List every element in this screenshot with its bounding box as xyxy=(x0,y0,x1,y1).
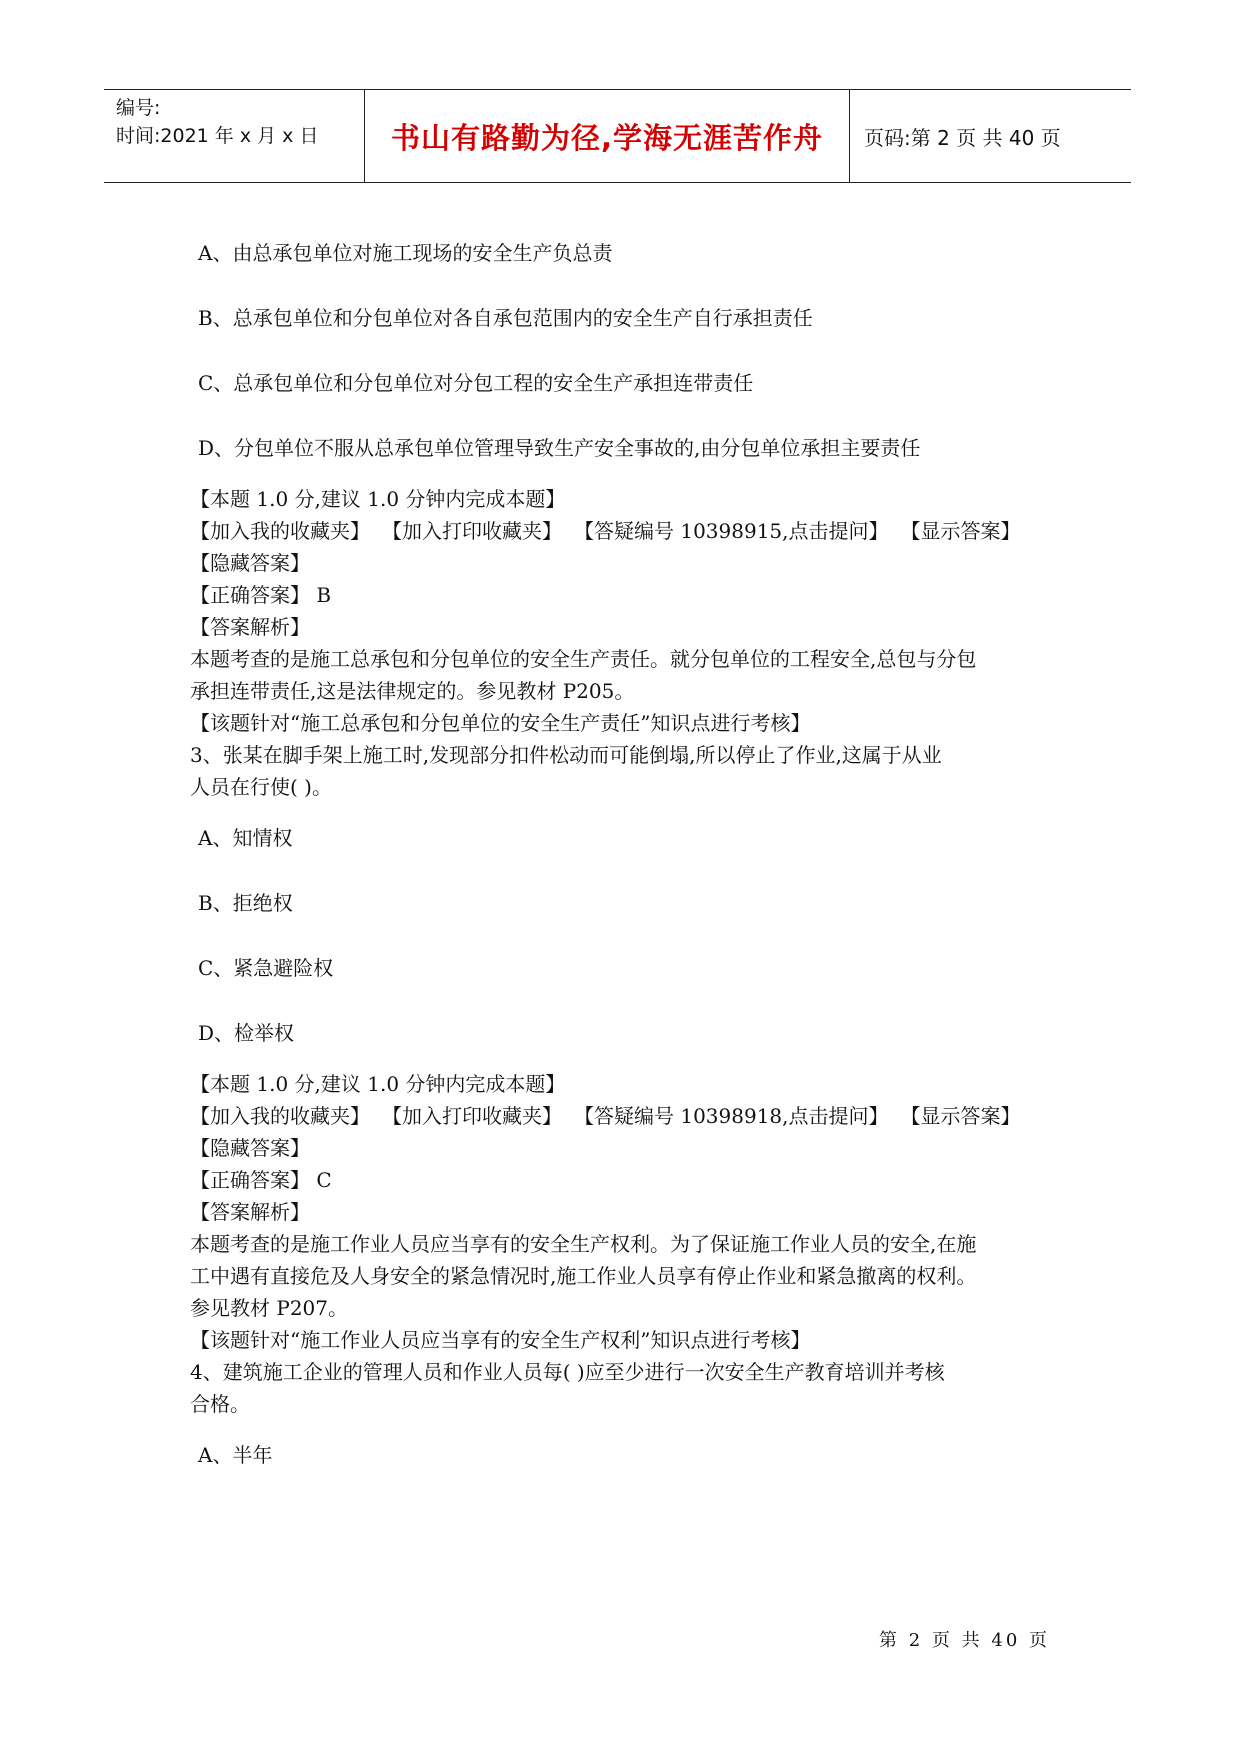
header-motto: 书山有路勤为径,学海无涯苦作舟 xyxy=(365,90,850,182)
question-4 xyxy=(190,1356,1070,1470)
q4-option-a: A、半年 xyxy=(198,1443,273,1467)
header-meta xyxy=(104,90,365,182)
q2-hide-answer-link[interactable]: 【隐藏答案】 xyxy=(190,551,310,575)
q3-option-b: B、拒绝权 xyxy=(198,891,293,915)
q3-add-print-link[interactable]: 【加入打印收藏夹】 xyxy=(382,1104,562,1128)
q3-knowledge-point: 【该题针对“施工作业人员应当享有的安全生产权利”知识点进行考核】 xyxy=(190,1328,811,1352)
question-2-options xyxy=(190,238,1070,463)
q2-option-a: A、由总承包单位对施工现场的安全生产负总责 xyxy=(198,241,613,265)
q2-analysis-title: 【答案解析】 xyxy=(190,615,310,639)
q3-ask-question-link[interactable]: 【答疑编号 10398918,点击提问】 xyxy=(574,1104,889,1128)
page-footer: 第 2 页 共 40 页 xyxy=(879,1630,1050,1651)
q2-actions xyxy=(190,515,1070,547)
q3-hide-answer-link[interactable]: 【隐藏答案】 xyxy=(190,1136,310,1160)
q2-option-c: C、总承包单位和分包单位对分包工程的安全生产承担连带责任 xyxy=(198,371,754,395)
q2-show-answer-link[interactable]: 【显示答案】 xyxy=(900,519,1021,543)
q2-analysis-line-1: 本题考查的是施工总承包和分包单位的安全生产责任。就分包单位的工程安全,总包与分包 xyxy=(190,647,977,671)
q2-option-b: B、总承包单位和分包单位对各自承包范围内的安全生产自行承担责任 xyxy=(198,306,813,330)
header-page-code: 页码:第 2 页 共 40 页 xyxy=(864,125,1061,150)
q3-stem-line-1: 3、张某在脚手架上施工时,发现部分扣件松动而可能倒塌,所以停止了作业,这属于从业 xyxy=(190,743,942,767)
document-body xyxy=(190,238,1070,1505)
time-label: 时间:2021 年 x 月 x 日 xyxy=(116,125,319,147)
page-header xyxy=(104,89,1131,183)
q3-correct-answer: 【正确答案】 C xyxy=(190,1168,332,1192)
q2-add-favorite-link[interactable]: 【加入我的收藏夹】 xyxy=(190,519,370,543)
q3-analysis-title: 【答案解析】 xyxy=(190,1200,310,1224)
q3-analysis-line-2: 工中遇有直接危及人身安全的紧急情况时,施工作业人员享有停止作业和紧急撤离的权利。 xyxy=(190,1264,977,1288)
number-label: 编号: xyxy=(116,97,161,119)
q3-option-a: A、知情权 xyxy=(198,826,293,850)
q2-analysis-line-2: 承担连带责任,这是法律规定的。参见教材 P205。 xyxy=(190,679,635,703)
q2-score: 【本题 1.0 分,建议 1.0 分钟内完成本题】 xyxy=(190,487,566,511)
q2-add-print-link[interactable]: 【加入打印收藏夹】 xyxy=(382,519,562,543)
q2-option-d: D、分包单位不服从总承包单位管理导致生产安全事故的,由分包单位承担主要责任 xyxy=(198,436,921,460)
q3-show-answer-link[interactable]: 【显示答案】 xyxy=(900,1104,1021,1128)
q3-stem-line-2: 人员在行使( )。 xyxy=(190,775,332,799)
q2-correct-answer: 【正确答案】 B xyxy=(190,583,332,607)
q3-actions xyxy=(190,1100,1070,1132)
question-3 xyxy=(190,739,1070,1356)
q4-stem-line-1: 4、建筑施工企业的管理人员和作业人员每( )应至少进行一次安全生产教育培训并考核 xyxy=(190,1360,945,1384)
q3-add-favorite-link[interactable]: 【加入我的收藏夹】 xyxy=(190,1104,370,1128)
q3-score: 【本题 1.0 分,建议 1.0 分钟内完成本题】 xyxy=(190,1072,566,1096)
q3-option-c: C、紧急避险权 xyxy=(198,956,334,980)
question-2-footer xyxy=(190,483,1070,739)
q3-option-d: D、检举权 xyxy=(198,1021,295,1045)
q3-analysis-line-1: 本题考查的是施工作业人员应当享有的安全生产权利。为了保证施工作业人员的安全,在施 xyxy=(190,1232,977,1256)
q2-knowledge-point: 【该题针对“施工总承包和分包单位的安全生产责任”知识点进行考核】 xyxy=(190,711,811,735)
q2-ask-question-link[interactable]: 【答疑编号 10398915,点击提问】 xyxy=(574,519,889,543)
q3-analysis-line-3: 参见教材 P207。 xyxy=(190,1296,348,1320)
q4-stem-line-2: 合格。 xyxy=(190,1392,250,1416)
